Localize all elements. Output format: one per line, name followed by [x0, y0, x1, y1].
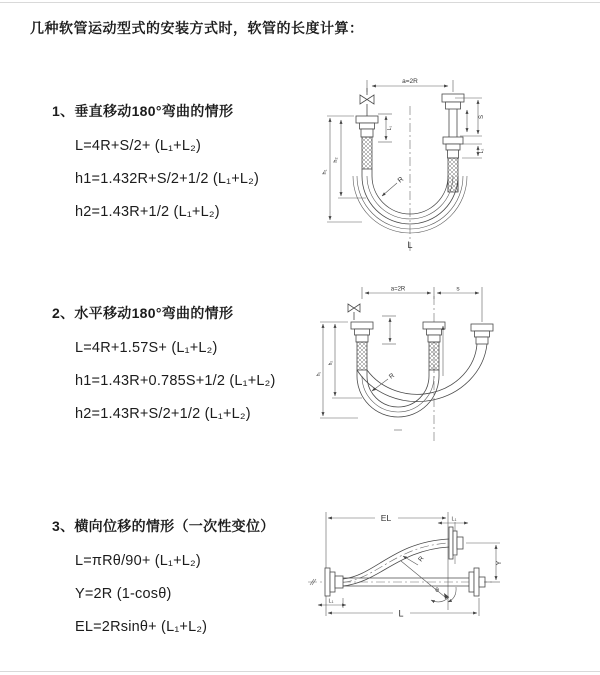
hose-u-curves: [357, 344, 487, 417]
left-flange: [325, 568, 343, 596]
page-top-edge: [0, 2, 600, 3]
top-right-flange: [449, 527, 463, 559]
dim-label-h2: h₂: [333, 157, 339, 163]
dim-label-s: s: [456, 285, 460, 293]
dim-label-l1: L₁: [387, 125, 393, 131]
formula: EL=2Rsinθ+ (L₁+L₂): [75, 619, 208, 635]
dimension-s: [437, 286, 479, 294]
label-l: L: [398, 608, 404, 619]
section-2: [52, 303, 352, 431]
dim-label-y: Y: [496, 560, 503, 566]
formula: h1=1.432R+S/2+1/2 (L₁+L₂): [75, 171, 260, 187]
dim-label-l1-top: L₁: [451, 516, 457, 523]
formula: L=πRθ/90+ (L₁+L₂): [75, 553, 201, 569]
valve-icon: [348, 304, 360, 320]
formula: h2=1.43R+1/2 (L₁+L₂): [75, 204, 220, 220]
diagram-horizontal-180-bend: [310, 278, 590, 463]
section-3-heading: 3、横向位移的情形（一次性变位）: [52, 518, 275, 534]
dim-label-a2r: a=2R: [390, 286, 406, 293]
theta-angle: [431, 587, 456, 602]
formula: h1=1.43R+0.785S+1/2 (L₁+L₂): [75, 373, 276, 389]
label-theta: θ: [435, 587, 439, 594]
displaced-hose-curve: [343, 539, 449, 586]
dim-label-el: EL: [380, 513, 392, 523]
left-flange-connector: [351, 322, 373, 370]
page-title: 几种软管运动型式的安装方式时，软管的长度计算：: [30, 20, 364, 36]
left-flange-connector: [356, 116, 378, 169]
dimension-l1-top: [438, 517, 468, 524]
dimension-a-2r: [367, 78, 453, 92]
dim-label-h1: h₁: [322, 169, 328, 175]
page-bottom-edge: [0, 671, 600, 672]
diagram-vertical-180-bend: [310, 70, 590, 265]
formula: L=4R+1.57S+ (L₁+L₂): [75, 340, 218, 356]
dim-label-a2r: a=2R: [402, 78, 418, 85]
dimension-h1: [316, 322, 358, 418]
dimension-l: [328, 598, 479, 619]
dim-label-h1: h₁: [316, 371, 322, 377]
dimension-a-2r: [362, 287, 482, 323]
dimension-el: [326, 512, 448, 616]
label-r: R: [417, 555, 426, 564]
label-r: R: [387, 372, 396, 381]
middle-flange-connector: [423, 322, 445, 370]
formula: Y=2R (1-cosθ): [75, 586, 172, 602]
formula: L=4R+S/2+ (L₁+L₂): [75, 138, 201, 154]
right-flange-straight: [469, 568, 485, 596]
section-1-heading: 1、垂直移动180°弯曲的情形: [52, 103, 234, 119]
section-2-heading: 2、水平移动180°弯曲的情形: [52, 305, 234, 321]
dimension-l1-bottom: [318, 598, 346, 608]
dimension-l1: [378, 114, 393, 142]
dim-label-h2: h₂: [328, 360, 334, 366]
dimension-h1: [322, 116, 362, 222]
right-flange-connector: [471, 324, 493, 344]
valve-icon: [360, 88, 374, 116]
radius-label: [382, 176, 405, 196]
label-l: L: [407, 240, 413, 250]
dim-label-l2: L₂: [479, 148, 485, 154]
formula: h2=1.43R+S/2+1/2 (L₁+L₂): [75, 406, 251, 422]
label-r: R: [396, 175, 406, 185]
dimension-l2: [462, 144, 485, 158]
dim-label-s: S: [479, 114, 485, 120]
section-1: [52, 101, 352, 229]
radius-label: [372, 372, 396, 391]
centerlines: [308, 522, 494, 583]
diagram-lateral-displacement: [298, 498, 598, 658]
dim-label-l1-bottom: L₁: [328, 598, 334, 605]
